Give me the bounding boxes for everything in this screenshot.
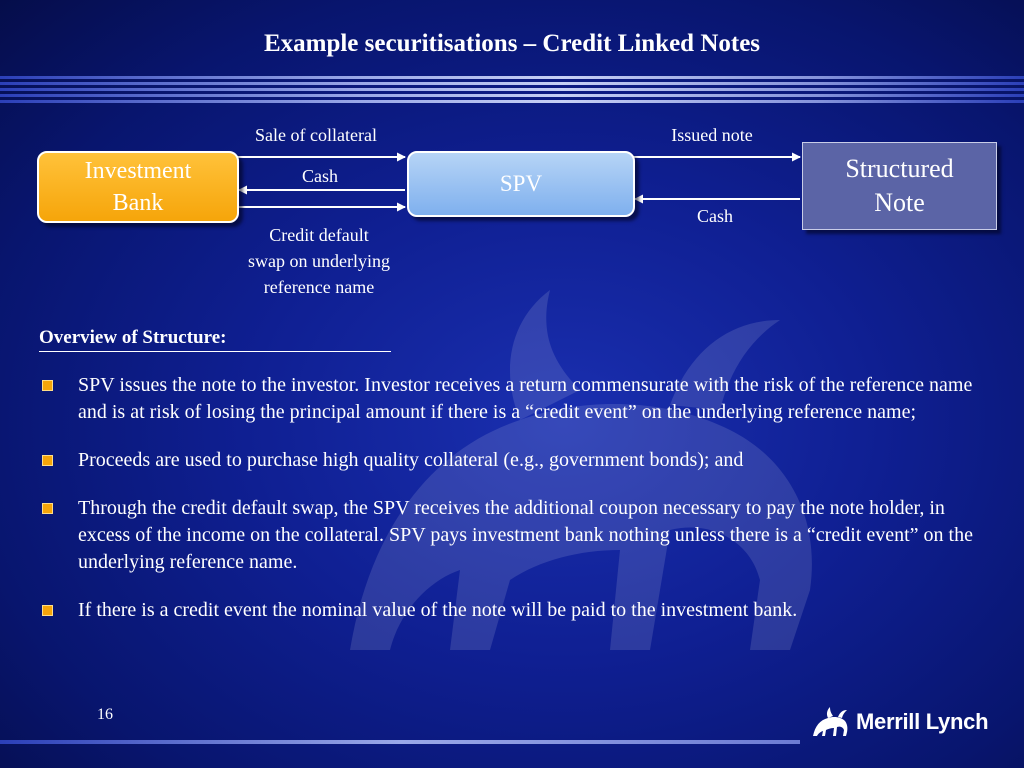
investment-bank-line-2: Bank (112, 190, 164, 216)
square-bullet-icon (42, 503, 53, 514)
page-number: 16 (97, 706, 113, 723)
footer-stripe (0, 740, 800, 744)
bullet-item (40, 495, 990, 576)
structured-note-line-2: Note (874, 188, 925, 217)
bullet-item (40, 372, 990, 426)
bullet-item (40, 447, 990, 474)
label-credit-default-swap (214, 222, 424, 300)
logo-text: Merrill Lynch (856, 709, 989, 734)
slide-title: Example securitisations – Credit Linked Notes (263, 30, 761, 57)
label-cash-left: Cash (302, 166, 338, 186)
square-bullet-icon (42, 455, 53, 466)
investment-bank-box (37, 151, 239, 223)
structured-note-line-1: Structured (845, 154, 954, 183)
structured-note-box (802, 142, 997, 230)
bullet-text: Proceeds are used to purchase high quality collateral (e.g., government bonds); and (78, 449, 744, 471)
bull-logo-icon (810, 702, 850, 742)
cds-line-1: Credit default (269, 225, 369, 245)
label-sale-of-collateral: Sale of collateral (255, 125, 377, 145)
overview-heading: Overview of Structure: (39, 327, 391, 352)
spv-label: SPV (499, 171, 543, 196)
bullet-text: Through the credit default swap, the SPV receives the additional coupon necessary to pay the note holder, in excess of the income on the collateral. SPV pays investment bank nothing unless there is a “credit event” on the underlying reference name. (78, 497, 973, 573)
merrill-lynch-logo (810, 698, 1015, 746)
spv-box (407, 151, 635, 217)
investment-bank-line-1: Investment (84, 158, 192, 184)
label-issued-note: Issued note (671, 125, 753, 145)
cds-line-2: swap on underlying (248, 251, 390, 271)
square-bullet-icon (42, 605, 53, 616)
label-cash-right: Cash (697, 206, 733, 226)
square-bullet-icon (42, 380, 53, 391)
bullet-text: SPV issues the note to the investor. Investor receives a return commensurate with the risk of the reference name and is at risk of losing the principal amount if there is a “credit event” on the underlying reference name; (78, 374, 973, 423)
bullet-item (40, 597, 990, 624)
overview-bullets (40, 372, 990, 645)
bullet-text: If there is a credit event the nominal value of the note will be paid to the investment bank. (78, 599, 798, 621)
cds-line-3: reference name (263, 277, 375, 297)
